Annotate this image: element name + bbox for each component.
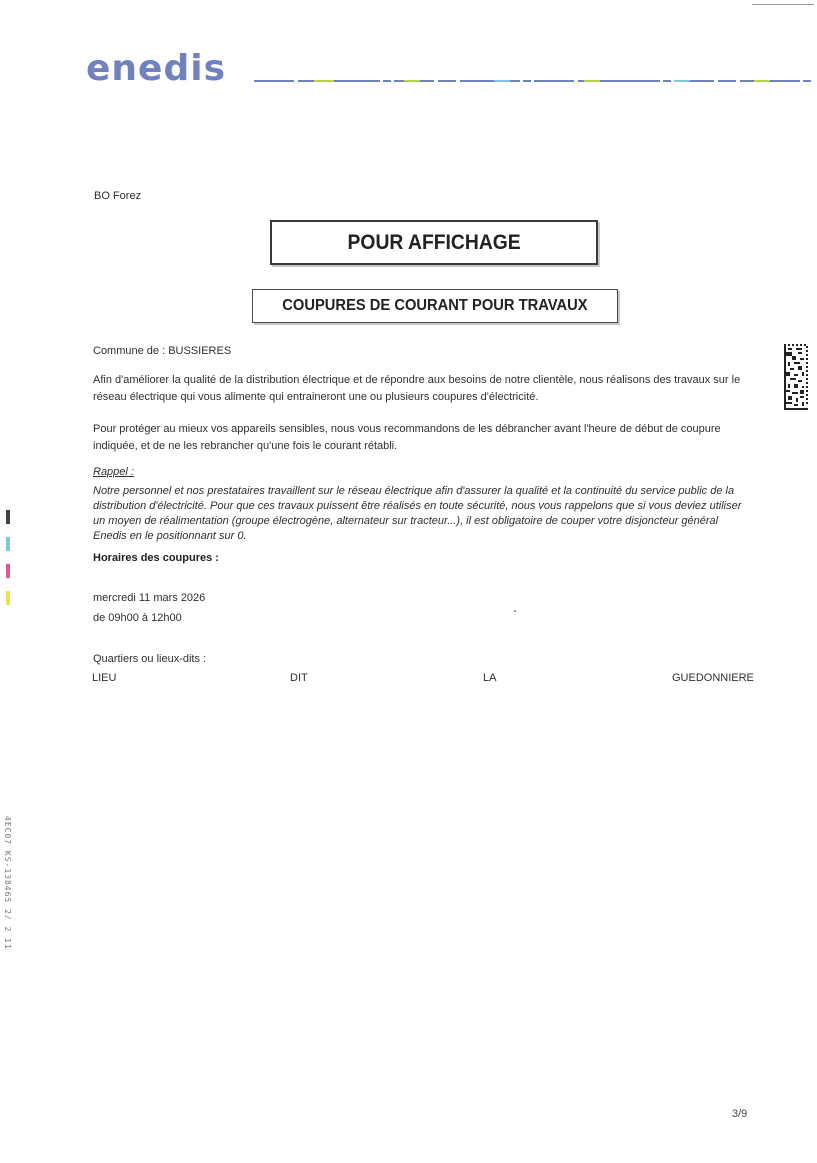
enedis-logo (86, 46, 246, 92)
print-mark-magenta (6, 564, 10, 578)
title-box (270, 220, 598, 265)
print-mark-yellow (6, 591, 10, 605)
rappel-text: Notre personnel et nos prestataires travaillent sur le réseau électrique afin d'assurer la qualité et la continuité du service public de la distribution d'électricité. Pour que ces travaux puissent être réalisés en toute sécurité, nous vous rappelons que si vous deviez utiliser un moyen de réalimentation (groupe électrogène, alternateur sur tracteur...), il est obligatoire de couper votre disjoncteur général Enedis en le positionnant sur 0. (93, 485, 742, 542)
commune-label: Commune de : BUSSIERES (93, 345, 232, 357)
logo-dashed-line (254, 79, 814, 83)
horaires-title: Horaires des coupures : (93, 552, 219, 564)
sender-label: BO Forez (94, 190, 142, 202)
subtitle-text: COUPURES DE COURANT POUR TRAVAUX (282, 297, 588, 314)
scan-edge-line (752, 4, 814, 5)
logo-wordmark: enedis (86, 48, 226, 89)
print-mark-black (6, 510, 10, 524)
outage-hours: de 09h00 à 12h00 (93, 612, 182, 624)
outage-date: mercredi 11 mars 2026 (93, 592, 206, 604)
lieu-word-4: GUEDONNIERE (672, 672, 754, 684)
scan-speck (514, 610, 516, 612)
advice-paragraph: Pour protéger au mieux vos appareils sensibles, nous vous recommandons de les débrancher avant l'heure de début de coupure indiquée, et de ne les rebrancher qu'une fois le courant rétabli. (93, 423, 721, 452)
quartiers-label: Quartiers ou lieux-dits : (93, 653, 207, 665)
print-mark-cyan (6, 537, 10, 551)
scan-reference-code: 4EC07 KS-138465 2/ 2 11 (3, 816, 12, 950)
title-text: POUR AFFICHAGE (347, 230, 521, 254)
rappel-label: Rappel : (93, 466, 134, 478)
lieu-word-3: LA (483, 672, 497, 684)
datamatrix-code (784, 344, 808, 410)
intro-paragraph: Afin d'améliorer la qualité de la distribution électrique et de répondre aux besoins de notre clientèle, nous réalisons des travaux sur le réseau électrique qui vous alimente qui entraineront une ou plusieurs coupures d'électricité. (93, 374, 741, 403)
page-number: 3/9 (732, 1108, 748, 1120)
lieu-word-1: LIEU (92, 672, 117, 684)
subtitle-box (252, 289, 618, 323)
lieu-word-2: DIT (290, 672, 308, 684)
